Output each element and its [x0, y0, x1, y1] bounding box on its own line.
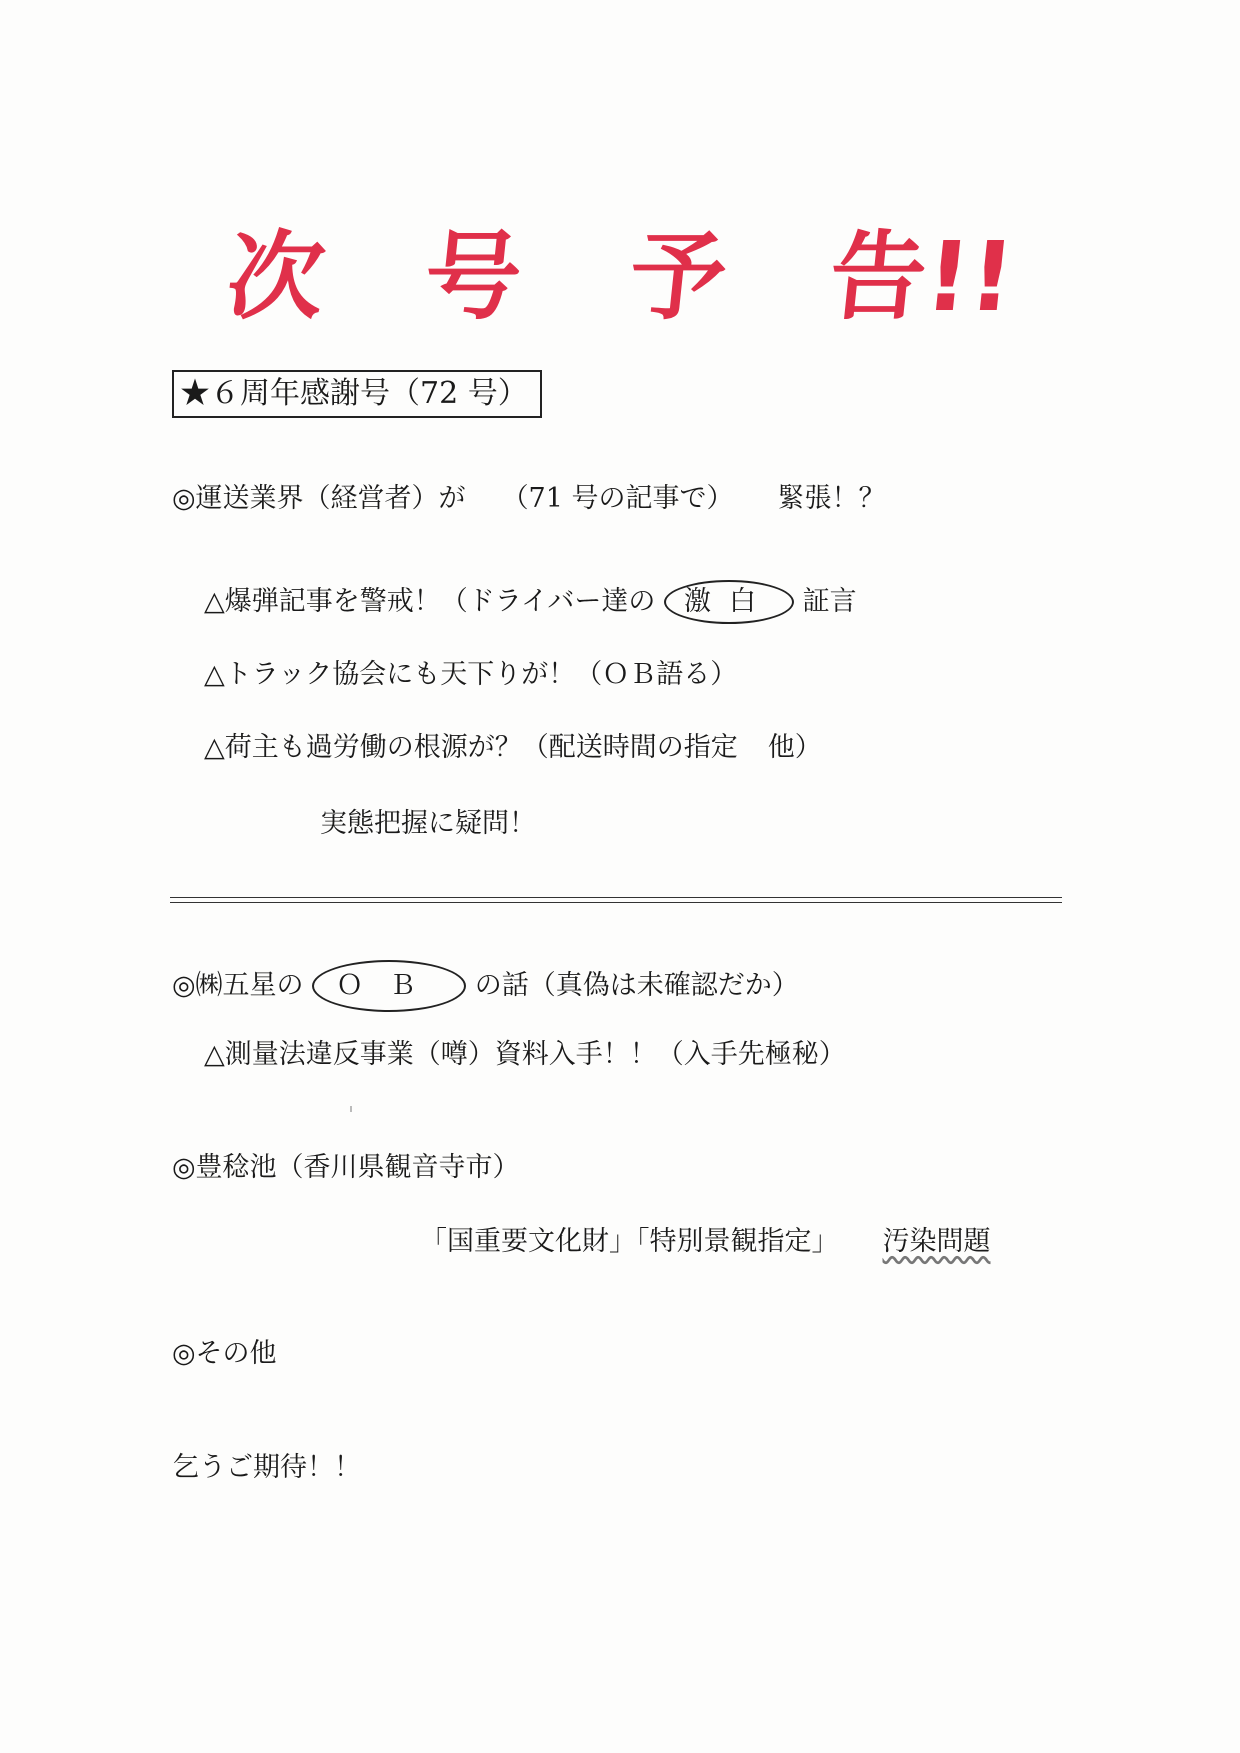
section3-detail-b: 汚染問題 [882, 1226, 991, 1257]
section2-heading [172, 960, 799, 1012]
section1-item2: △トラック協会にも天下りが！（ＯＢ語る） [204, 659, 738, 690]
section1-heading [172, 481, 886, 517]
issue-label-box: ★６周年感謝号（72 号） [172, 370, 542, 418]
section1-item1-pre: △爆弾記事を警戒！（ドライバー達の [204, 586, 656, 617]
title-char-3: 予 [624, 221, 732, 333]
circled-ob: ＯＢ [312, 960, 466, 1012]
section2-item1: △測量法違反事業（噂）資料入手！！（入手先極秘） [204, 1039, 846, 1070]
section1-heading-c: 緊張！？ [777, 483, 886, 514]
section2-heading-pre: ◎㈱五星の [172, 970, 304, 1001]
next-issue-title [0, 222, 1240, 342]
section1-item3 [204, 730, 822, 766]
section1-item3-a: △荷主も過労働の根源が？（配送時間の指定 [204, 732, 738, 763]
section4-heading: ◎その他 [172, 1338, 277, 1369]
section3-detail-a: 「国重要文化財」「特別景観指定」 [420, 1226, 839, 1257]
section1-item1-post: 証言 [802, 586, 857, 617]
section1-item3-continued: 実態把握に疑問！ [320, 808, 536, 839]
title-char-2: 号 [419, 221, 527, 333]
section1-item3-b: 他） [767, 732, 822, 763]
title-char-1: 次 [222, 221, 330, 333]
section1-heading-b: （71 号の記事で） [501, 483, 734, 514]
circled-geki-haku: 激白 [664, 580, 794, 624]
section3-heading: ◎豊稔池（香川県観音寺市） [172, 1152, 520, 1183]
scan-speck [350, 1106, 352, 1112]
section1-heading-a: ◎運送業界（経営者）が [172, 483, 466, 514]
section2-heading-post: の話（真偽は未確認だか） [474, 970, 799, 1001]
section1-item1 [204, 580, 857, 624]
closing-text: 乞うご期待！！ [172, 1452, 361, 1483]
double-divider [170, 897, 1062, 903]
title-char-4: 告!! [824, 221, 1020, 333]
section3-detail [420, 1224, 991, 1260]
